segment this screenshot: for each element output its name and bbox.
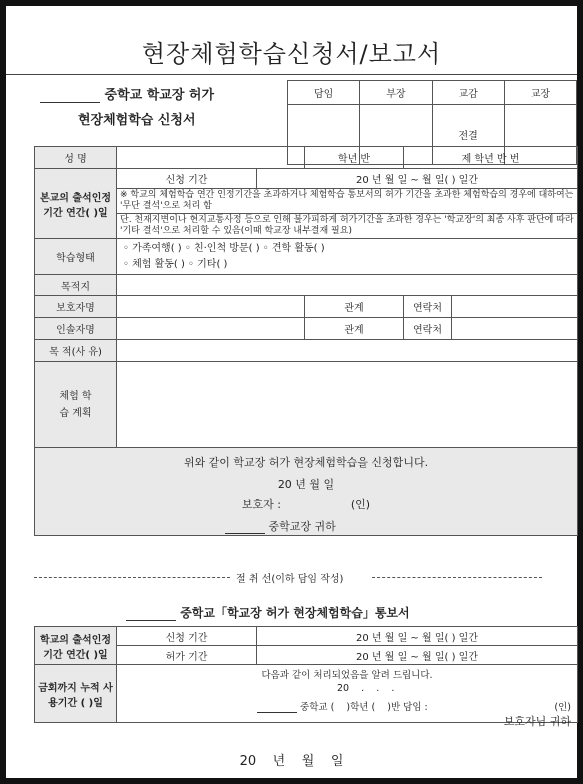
exception-note: 단. 천재지변이나 현지교통사정 등으로 인해 불가피하게 허가기간을 초과한 경우는 '학교장'의 최종 사후 판단에 따라 '기타 결석'으로 처리할 수 있음(이때 학교장 내부결재 필요) [117, 214, 578, 239]
form-name: 현장체험학습 신청서 [78, 113, 196, 128]
escort-contact-field[interactable] [452, 318, 578, 340]
notice-date-short: 20 . . . [337, 683, 395, 694]
school-name-line [40, 84, 214, 103]
guardian-contact-label: 연락처 [404, 296, 452, 318]
cut-line-left [34, 577, 230, 578]
school-permit-label: 중학교 학교장 허가 [104, 88, 215, 103]
approval-col-vice: 교감 [432, 81, 504, 105]
type-options-line1: ◦ 가족여행( ) ◦ 친·인척 방문( ) ◦ 견학 활동( ) [123, 242, 325, 254]
approval-col-principal: 교장 [504, 81, 576, 105]
notice-title: 중학교「학교장 허가 현장체험학습」통보서 [180, 606, 410, 620]
footer-date: 20 년 월 일 [239, 754, 344, 769]
destination-label: 목적지 [35, 275, 117, 296]
name-label: 성 명 [35, 147, 117, 169]
notice-used-label: 금회까지 누적 사용기간 ( )일 [35, 665, 117, 723]
cut-line-label: 절 취 선(이하 담임 작성) [236, 574, 344, 585]
guardian-contact-field[interactable] [452, 296, 578, 318]
type-label: 학습형태 [35, 239, 117, 275]
name-field[interactable] [117, 147, 305, 169]
school-name-blank [40, 102, 100, 103]
notice-apply-label: 신청 기간 [117, 627, 257, 646]
notice-school-text: 중학교 ( )학년 ( )반 담임 : [300, 702, 428, 713]
notice-apply-field[interactable]: 20 년 월 일 ~ 월 일( ) 일간 [257, 627, 578, 646]
notice-school-line [257, 699, 428, 713]
notice-title-line [126, 604, 410, 621]
escort-relation-label: 관계 [305, 318, 404, 340]
application-table [34, 146, 578, 536]
plan-field[interactable] [117, 362, 578, 448]
approval-col-head: 부장 [360, 81, 432, 105]
notice-table [34, 626, 578, 728]
grade-field[interactable]: 제 학년 반 번 [404, 147, 578, 169]
notice-school-blank [126, 620, 176, 621]
period-label: 신청 기간 [117, 169, 257, 189]
addressee-text: 중학교장 귀하 [268, 520, 336, 533]
type-options-line2: ◦ 체험 활동( ) ◦ 기타( ) [123, 258, 228, 270]
rule-note: ※ 학교의 체험학습 연간 인정기간을 초과하거나 체험학습 통보서의 허가 기간을 초과한 체험학습의 경우에 대하여는 '무단 결석'으로 처리 함 [117, 189, 578, 214]
escort-field[interactable] [117, 318, 305, 340]
form-page [6, 6, 577, 778]
guardian-relation-label: 관계 [305, 296, 404, 318]
application-date: 20 년 월 일 [277, 478, 335, 491]
title-underline [6, 74, 577, 75]
notice-permit-field[interactable]: 20 년 월 일 ~ 월 일( ) 일간 [257, 646, 578, 665]
cut-line-right [372, 577, 542, 578]
approval-delegated: 전결 [432, 105, 504, 165]
grade-label: 학년 반 [305, 147, 404, 169]
destination-field[interactable] [117, 275, 578, 296]
notice-message: 다음과 같이 처리되었음을 알려 드립니다. [261, 670, 433, 681]
notice-attendance-label: 학교의 출석인정 기간 연간( )일 [35, 627, 117, 665]
statement-text: 위와 같이 학교장 허가 현장체험학습을 신청합니다. [183, 456, 429, 469]
page-title: 현장체험학습신청서/보고서 [141, 40, 442, 68]
period-field[interactable]: 20 년 월 일 ~ 월 일( ) 일간 [257, 169, 578, 189]
type-options[interactable] [117, 239, 578, 275]
notice-permit-label: 허가 기간 [117, 646, 257, 665]
attendance-label: 본교의 출석인정 기간 연간( )일 [35, 169, 117, 239]
plan-label: 체험 학습 계획 [35, 362, 117, 448]
addressee-blank [225, 533, 265, 534]
addressee-line [225, 518, 336, 534]
signature-area [35, 448, 578, 536]
notice-seal: (인) [554, 702, 571, 713]
notice-to-guardian: 보호자님 귀하 [503, 715, 571, 728]
guardian-label: 보호자명 [35, 296, 117, 318]
guardian-field[interactable] [117, 296, 305, 318]
escort-label: 인솔자명 [35, 318, 117, 340]
approval-col-homeroom: 담임 [288, 81, 360, 105]
purpose-label: 목 적(사 유) [35, 340, 117, 362]
guardian-signature[interactable]: 보호자 : (인) [241, 498, 371, 511]
purpose-field[interactable] [117, 340, 578, 362]
notice-school-line-blank [257, 712, 297, 713]
escort-contact-label: 연락처 [404, 318, 452, 340]
notice-body [117, 665, 578, 728]
